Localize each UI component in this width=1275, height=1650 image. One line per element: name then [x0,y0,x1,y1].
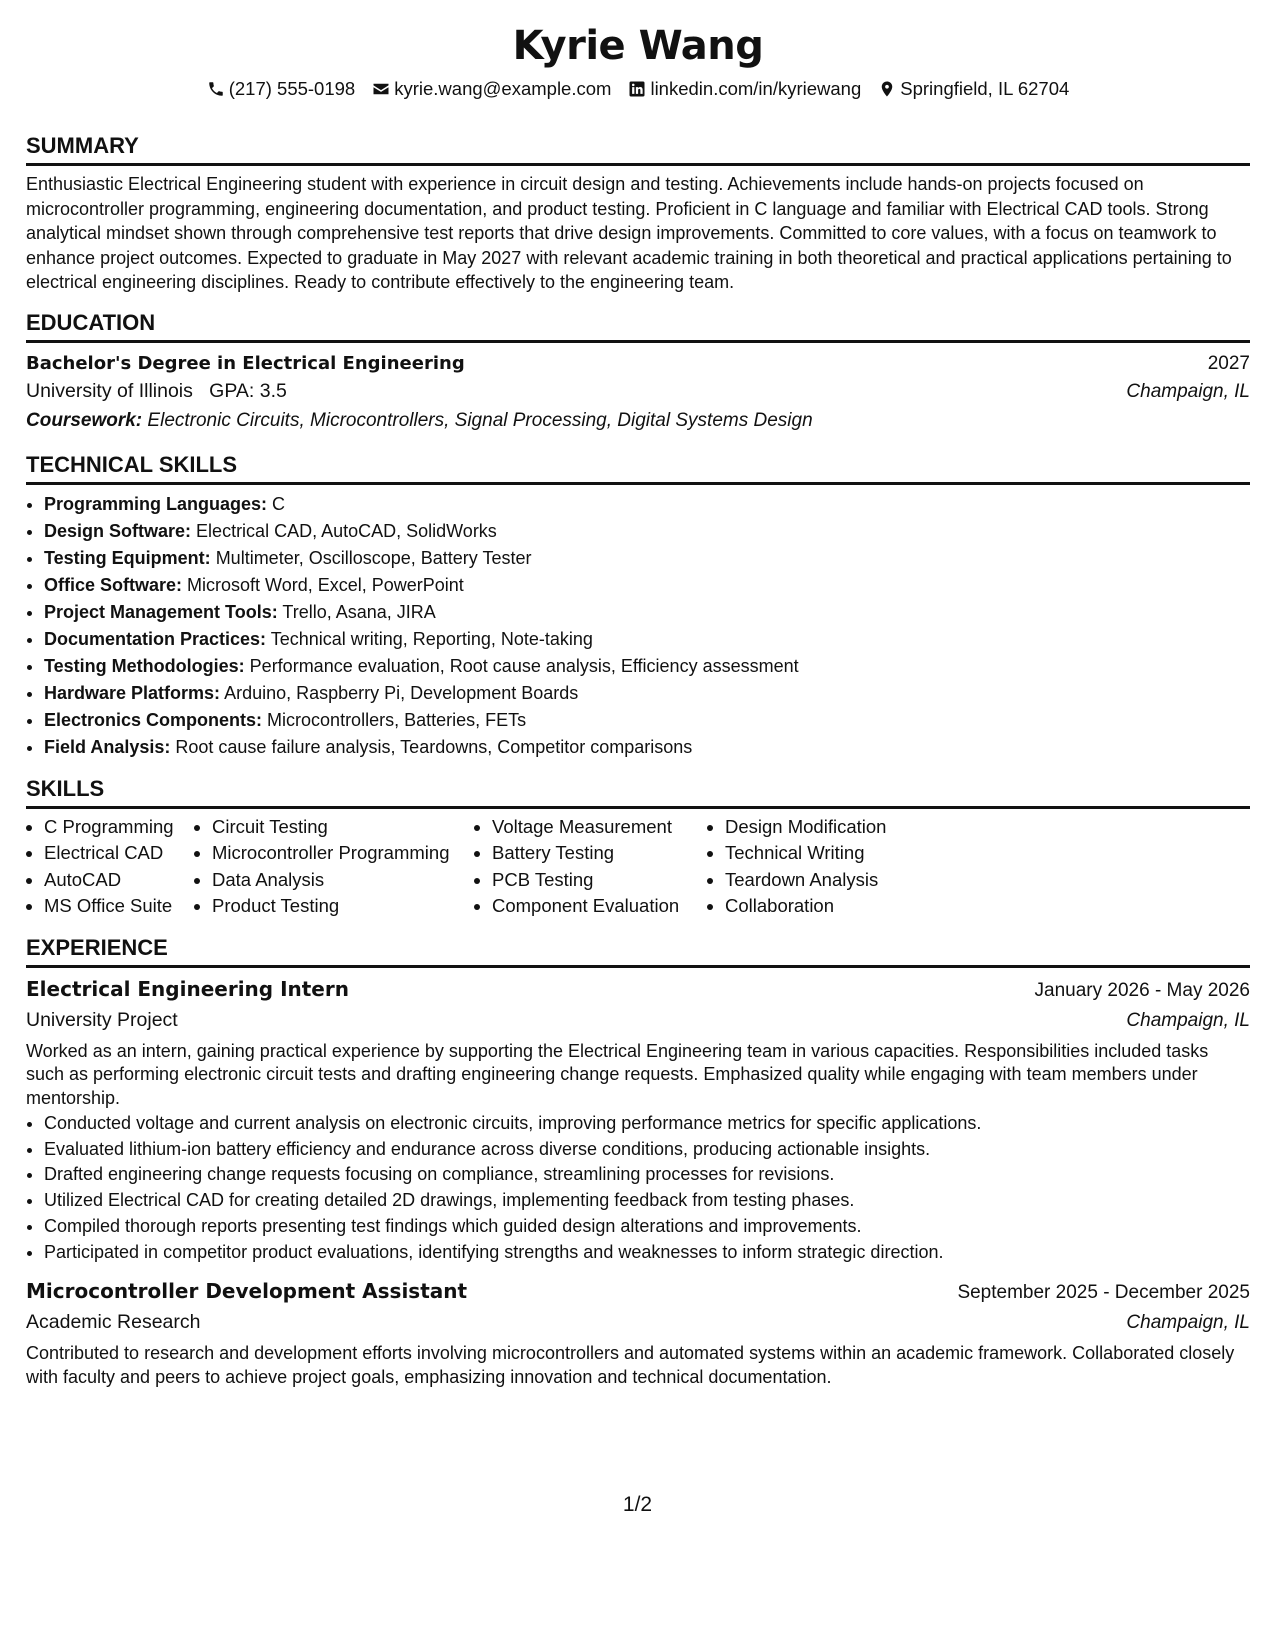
job-description: Worked as an intern, gaining practical experience by supporting the Electrical Engineering team in various capacities. Responsibilities included tasks such as performing electronic circuit tests and drafting engineering change requests. Emphasized quality while engaging with team members under mentorship. [26,1040,1209,1108]
tech-skill-label: Testing Methodologies: [44,655,245,676]
tech-skill-item [44,734,1250,761]
tech-skill-label: Field Analysis: [44,736,171,757]
job-entry [26,1277,1250,1389]
job-bullet: • Conducted voltage and current analysis on electronic circuits, improving performance metrics for specific applications. [44,1111,1250,1137]
email-link[interactable]: kyrie.wang@example.com [394,78,612,99]
linkedin-link[interactable]: linkedin.com/in/kyriewang [650,78,862,99]
tech-skill-label: Design Software: [44,520,192,541]
tech-skill-item [44,545,1250,572]
summary-text: Enthusiastic Electrical Engineering student with experience in circuit design and testing. Achievements include hands-on projects focused on microcontroller programming, engineering documentation, and product testing. Proficient in C language and familiar with Electrical CAD tools. Strong analytical mindset shown through comprehensive test reports that drive design improvements. Committed to core values, with a focus on teamwork to enhance project outcomes. Expected to graduate in May 2027 with relevant academic training in both theoretical and practical applications pertaining to electrical engineering disciplines. Ready to contribute effectively to the engineering team. [26,174,1232,292]
contact-linkedin[interactable] [628,76,861,102]
tech-skill-value: Arduino, Raspberry Pi, Development Boards [224,682,579,703]
skills-column [707,814,955,920]
contact-email[interactable] [372,76,611,102]
tech-skill-item [44,599,1250,626]
tech-skill-value: Microcontrollers, Batteries, FETs [267,709,527,730]
job-title: Microcontroller Development Assistant [26,1279,468,1304]
map-pin-icon [878,80,896,98]
gpa: GPA: 3.5 [209,379,287,402]
skill-item: • AutoCAD [44,867,194,894]
skills-column [26,814,194,920]
tech-skill-item [44,626,1250,653]
summary-section [26,132,1250,295]
school-info [26,377,287,406]
school-location: Champaign, IL [1126,380,1250,402]
job-entry [26,975,1250,1266]
page-number: 1/2 [622,1493,653,1516]
tech-skill-item [44,707,1250,734]
job-location: Champaign, IL [1126,1009,1250,1031]
tech-skill-item [44,491,1250,518]
education-degree-row [26,350,1250,377]
skill-item: • Teardown Analysis [725,867,955,894]
section-title-experience: EXPERIENCE [26,934,1250,968]
section-title-skills: SKILLS [26,775,1250,809]
skill-item: • Design Modification [725,814,955,841]
skill-item: • Component Evaluation [492,893,707,920]
tech-skill-value: Multimeter, Oscilloscope, Battery Tester [215,547,532,568]
skill-item: • Circuit Testing [212,814,474,841]
tech-skill-value: Root cause failure analysis, Teardowns, Competitor comparisons [175,736,693,757]
job-title: Electrical Engineering Intern [26,976,349,1001]
tech-skill-label: Programming Languages: [44,493,268,514]
job-dates: September 2025 - December 2025 [957,1282,1250,1304]
job-title-row [26,1277,1250,1307]
section-title-technical-skills: TECHNICAL SKILLS [26,451,1250,485]
skill-item: • Battery Testing [492,840,707,867]
tech-skill-item [44,680,1250,707]
skill-item: • Microcontroller Programming [212,840,474,867]
tech-skill-label: Electronics Components: [44,709,263,730]
tech-skill-value: Microsoft Word, Excel, PowerPoint [187,574,464,595]
contact-bar [26,76,1250,102]
job-title-row [26,975,1250,1005]
graduation-year: 2027 [1207,352,1250,374]
job-bullets [26,1111,1250,1265]
job-bullet: • Participated in competitor product evaluations, identifying strengths and weaknesses to inform strategic direction. [44,1240,1250,1266]
contact-phone [207,76,356,102]
contact-location [878,76,1069,102]
job-description: Contributed to research and development efforts involving microcontrollers and automated systems within an academic framework. Collaborated closely with faculty and peers to achieve project goals, emphasizing innovation and technical documentation. [26,1343,1235,1387]
location-text: Springfield, IL 62704 [900,78,1070,99]
degree-title: Bachelor's Degree in Electrical Engineering [26,352,465,374]
job-dates: January 2026 - May 2026 [1034,979,1250,1001]
skill-item: • Product Testing [212,893,474,920]
tech-skill-value: Technical writing, Reporting, Note-taking [270,628,593,649]
job-location: Champaign, IL [1126,1312,1250,1334]
tech-skill-value: Performance evaluation, Root cause analysis, Efficiency assessment [249,655,799,676]
job-org-row [26,1307,1250,1338]
education-section [26,309,1250,435]
skills-section [26,775,1250,920]
section-title-education: EDUCATION [26,309,1250,343]
skills-column [194,814,474,920]
tech-skill-item [44,572,1250,599]
job-bullet: • Compiled thorough reports presenting test findings which guided design alterations and improvements. [44,1214,1250,1240]
job-bullet: • Evaluated lithium-ion battery efficiency and endurance across diverse conditions, producing actionable insights. [44,1137,1250,1163]
coursework-row [26,406,1250,435]
skill-item: • Data Analysis [212,867,474,894]
skill-item: • MS Office Suite [44,893,194,920]
linkedin-icon [628,80,646,98]
coursework-label: Coursework: [26,409,143,431]
job-bullet: • Drafted engineering change requests focusing on compliance, streamlining processes for revisions. [44,1162,1250,1188]
tech-skill-value: Trello, Asana, JIRA [282,601,436,622]
education-school-row [26,377,1250,406]
coursework-list: Electronic Circuits, Microcontrollers, Signal Processing, Digital Systems Design [147,409,813,431]
section-title-summary: SUMMARY [26,132,1250,166]
school-name: University of Illinois [26,379,193,402]
skill-item: • C Programming [44,814,194,841]
skills-grid [26,814,1250,920]
tech-skill-value: Electrical CAD, AutoCAD, SolidWorks [196,520,497,541]
resume-page [26,18,1250,1389]
tech-skill-label: Office Software: [44,574,183,595]
skill-item: • Electrical CAD [44,840,194,867]
job-organization: Academic Research [26,1311,201,1334]
technical-skills-section [26,451,1250,761]
job-bullet: • Utilized Electrical CAD for creating detailed 2D drawings, implementing feedback from testing phases. [44,1188,1250,1214]
skills-column [474,814,707,920]
skill-item: • Collaboration [725,893,955,920]
phone-text: (217) 555-0198 [228,78,356,99]
technical-skills-list [26,491,1250,761]
tech-skill-label: Project Management Tools: [44,601,278,622]
candidate-name: Kyrie Wang [512,23,764,69]
tech-skill-label: Documentation Practices: [44,628,267,649]
skill-item: • Technical Writing [725,840,955,867]
tech-skill-value: C [272,493,286,514]
phone-icon [207,80,225,98]
skill-item: • Voltage Measurement [492,814,707,841]
tech-skill-label: Hardware Platforms: [44,682,221,703]
envelope-icon [372,80,390,98]
tech-skill-label: Testing Equipment: [44,547,211,568]
tech-skill-item [44,518,1250,545]
job-organization: University Project [26,1008,178,1031]
experience-section [26,934,1250,1390]
job-org-row [26,1005,1250,1036]
skill-item: • PCB Testing [492,867,707,894]
tech-skill-item [44,653,1250,680]
